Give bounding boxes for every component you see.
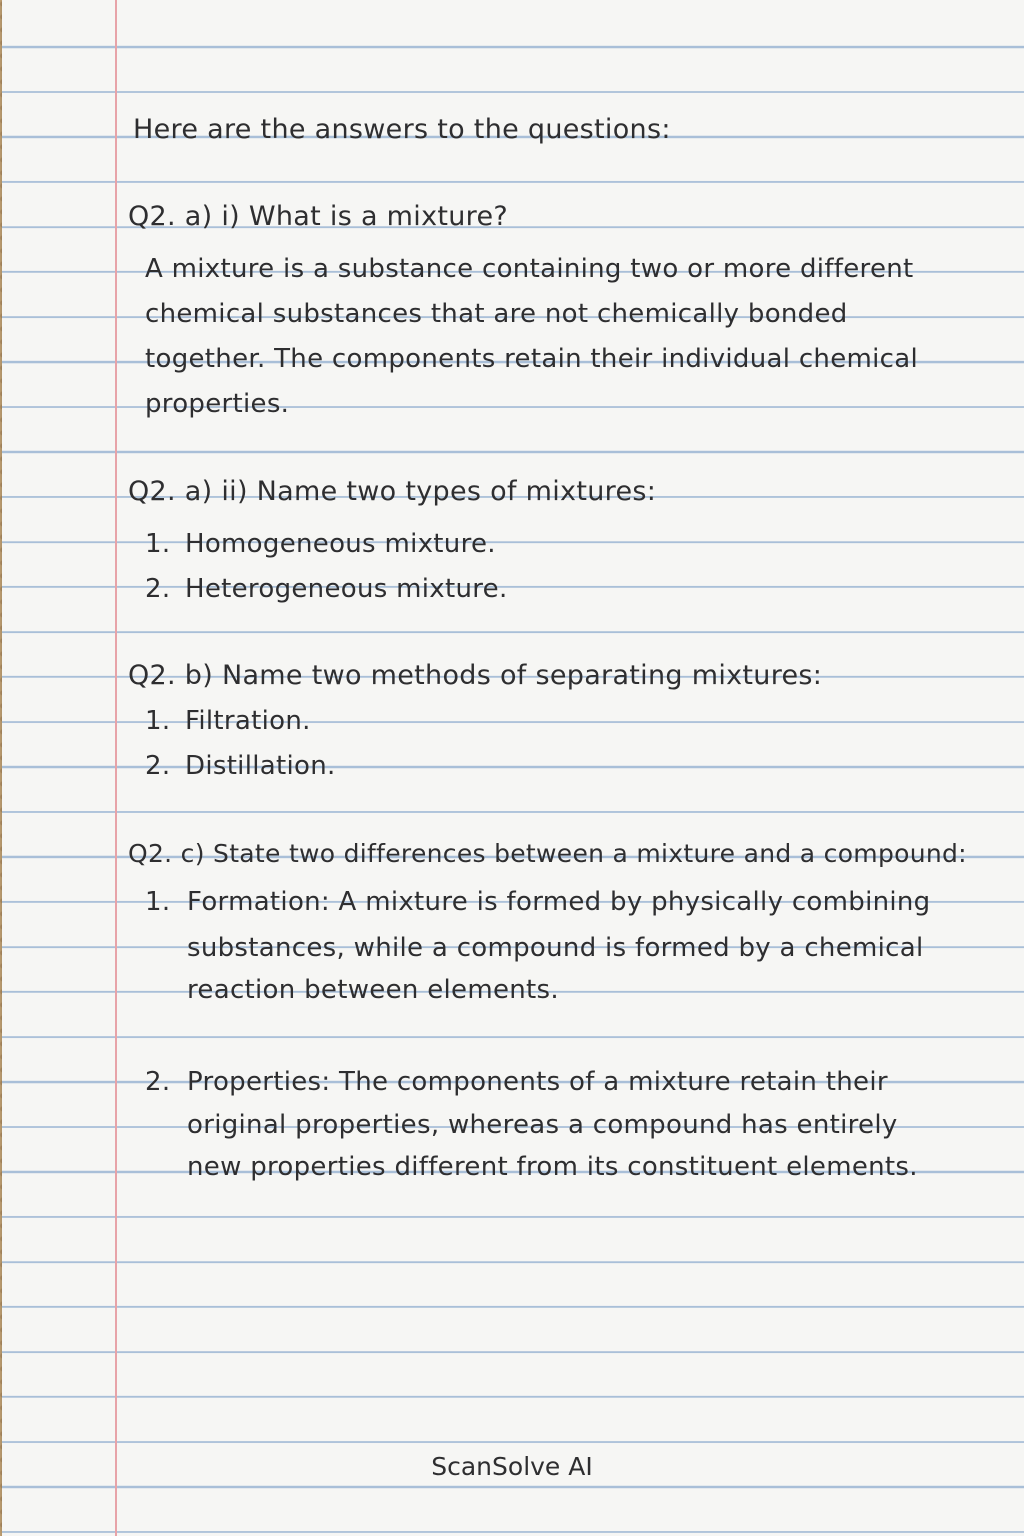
q2c-item-1-line-2: substances, while a compound is formed by a chemical [187,933,924,963]
list-item [145,567,508,611]
intro-text: Here are the answers to the questions: [133,114,671,145]
q2c-item-1-number: 1. [145,887,171,917]
q2c-heading: Q2. c) State two differences between a mixture and a compound: [128,839,967,868]
list-item [145,744,336,788]
list-item-number: 1. [145,706,171,736]
q2a-i-answer-line-3: together. The components retain their individual chemical [145,344,918,374]
q2c-item-2-line-3: new properties different from its constituent elements. [187,1152,918,1182]
list-item-number: 1. [145,529,171,559]
list-item-number: 2. [145,574,171,604]
q2a-i-answer-line-1: A mixture is a substance containing two or more different [145,254,914,284]
q2a-i-answer-line-2: chemical substances that are not chemically bonded [145,299,848,329]
list-item [145,522,496,566]
q2c-item-2-number: 2. [145,1067,171,1097]
list-item-text: Distillation. [185,751,336,781]
q2c-item-1-line-1: Formation: A mixture is formed by physically combining [187,887,931,917]
q2a-i-heading: Q2. a) i) What is a mixture? [128,201,509,232]
footer-brand: ScanSolve AI [431,1452,593,1481]
list-item-text: Homogeneous mixture. [185,529,496,559]
q2c-item-1-line-3: reaction between elements. [187,975,559,1005]
list-item-text: Heterogeneous mixture. [185,574,508,604]
q2a-i-answer-line-4: properties. [145,389,290,419]
list-item [145,699,311,743]
q2a-ii-heading: Q2. a) ii) Name two types of mixtures: [128,476,657,507]
margin-line [115,0,117,1536]
q2c-item-2-line-1: Properties: The components of a mixture retain their [187,1067,888,1097]
list-item-number: 2. [145,751,171,781]
q2b-heading: Q2. b) Name two methods of separating mixtures: [128,660,823,691]
q2c-item-2-line-2: original properties, whereas a compound has entirely [187,1110,898,1140]
list-item-text: Filtration. [185,706,311,736]
